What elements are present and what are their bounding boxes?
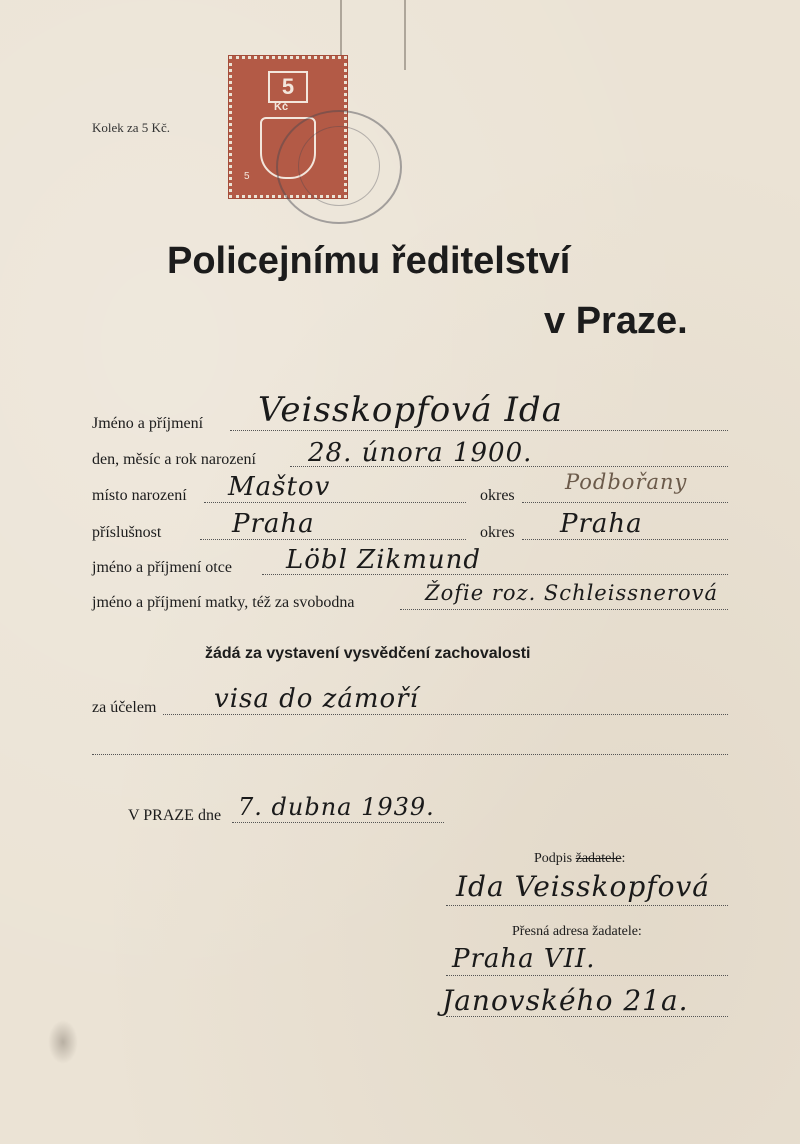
residency-district-label: okres <box>480 524 515 541</box>
purpose-value: visa do zámoří <box>214 684 419 714</box>
address-line-1-rule <box>446 975 728 976</box>
purpose-line <box>163 714 728 715</box>
father-label: jméno a příjmení otce <box>92 559 232 576</box>
signature-label-prefix: Podpis <box>534 851 576 866</box>
mother-value: Žofie roz. Schleissnerová <box>425 581 719 605</box>
address-line-1: Praha VII. <box>452 944 596 974</box>
purpose-line-2 <box>92 754 728 755</box>
address-line-2: Janovského 21a. <box>442 984 689 1017</box>
stamp-corner-value: 5 <box>244 171 250 182</box>
birthplace-value: Maštov <box>228 472 331 502</box>
name-line <box>230 430 728 431</box>
signature-label-struck: žadatele <box>575 851 622 866</box>
date-line <box>232 822 444 823</box>
residency-district-value: Praha <box>560 509 643 539</box>
birthplace-district-label: okres <box>480 487 515 504</box>
residency-value: Praha <box>232 509 315 539</box>
purpose-label: za účelem <box>92 699 157 716</box>
birthdate-value: 28. února 1900. <box>308 438 533 468</box>
residency-label: příslušnost <box>92 524 162 541</box>
address-label: Přesná adresa žadatele: <box>512 924 642 939</box>
mother-line <box>400 609 728 610</box>
signature-label-suffix: : <box>621 851 626 866</box>
mother-label: jméno a příjmení matky, též za svobodna <box>92 594 355 611</box>
signature-value: Ida Veisskopfová <box>456 870 710 903</box>
birthplace-label: místo narození <box>92 487 187 504</box>
date-value: 7. dubna 1939. <box>238 793 435 821</box>
heading-line-2: v Praze. <box>544 300 688 342</box>
residency-district-line <box>522 539 728 540</box>
stamp-value: 5 <box>268 71 308 103</box>
residency-line <box>200 539 466 540</box>
request-heading: žádá za vystavení vysvědčení zachovalosti <box>205 645 531 662</box>
stamp-label: Kolek za 5 Kč. <box>92 120 170 135</box>
postmark-inner-ring <box>298 126 380 206</box>
father-value: Löbl Zikmund <box>286 545 482 575</box>
date-label: V PRAZE dne <box>128 807 222 824</box>
birthplace-line <box>204 502 466 503</box>
birthdate-label: den, měsíc a rok narození <box>92 451 256 468</box>
signature-label <box>534 851 625 867</box>
name-label: Jméno a příjmení <box>92 415 204 432</box>
signature-line <box>446 905 728 906</box>
name-value: Veisskopfová Ida <box>258 390 563 430</box>
paper-fold <box>404 0 406 70</box>
stamp-currency: Kč <box>274 101 289 113</box>
paper-stain <box>48 1020 78 1064</box>
birthplace-district-value: Podbořany <box>565 470 688 494</box>
birthplace-district-line <box>522 502 728 503</box>
heading-line-1: Policejnímu ředitelství <box>167 240 571 282</box>
